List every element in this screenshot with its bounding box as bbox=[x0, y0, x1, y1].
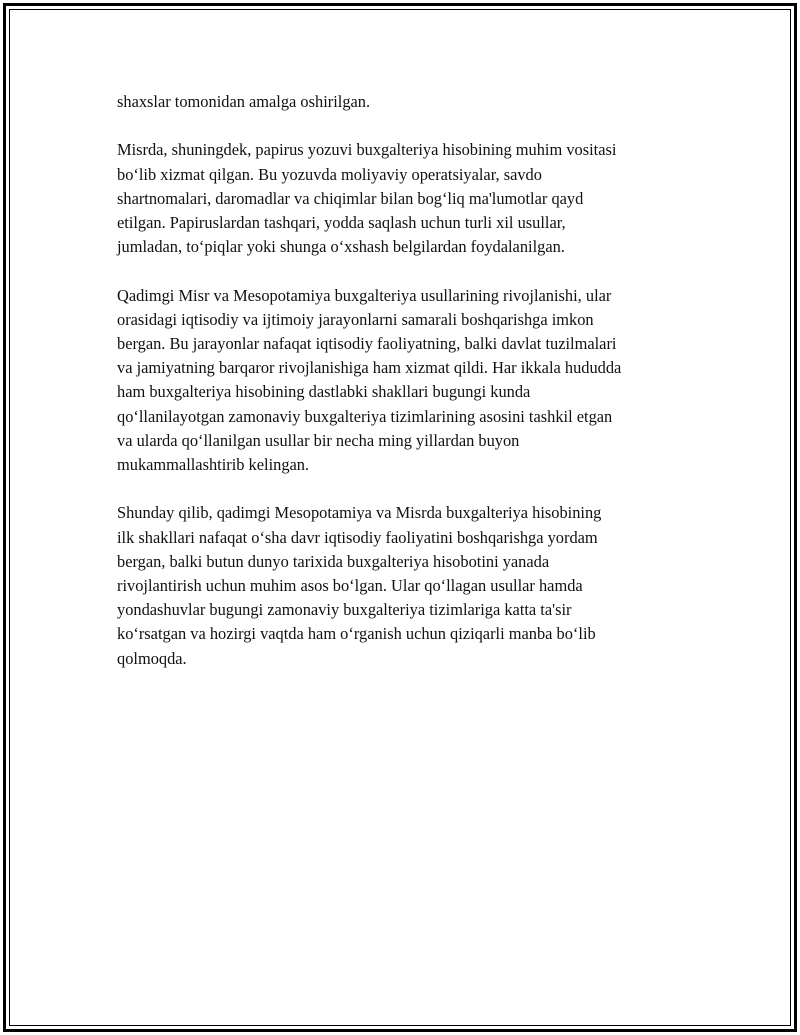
document-body bbox=[117, 90, 697, 695]
text-line: Shunday qilib, qadimgi Mesopotamiya va Misrda buxgalteriya hisobining bbox=[117, 503, 602, 523]
text-line: orasidagi iqtisodiy va ijtimoiy jarayonlarni samarali boshqarishga imkon bbox=[117, 309, 594, 329]
text-line: etilgan. Papiruslardan tashqari, yodda saqlash uchun turli xil usullar, bbox=[117, 213, 566, 232]
paragraph-4 bbox=[117, 501, 697, 670]
text-line: va jamiyatning barqaror rivojlanishiga ham xizmat qildi. Har ikkala hududda bbox=[117, 358, 622, 378]
text-line: qolmoqda. bbox=[117, 648, 187, 668]
text-line: bo‘lib xizmat qilgan. Bu yozuvda moliyaviy operatsiyalar, savdo bbox=[117, 164, 542, 184]
paragraph-2 bbox=[117, 138, 697, 259]
paragraph-1 bbox=[117, 90, 697, 114]
text-line: ilk shakllari nafaqat o‘sha davr iqtisodiy faoliyatini boshqarishga yordam bbox=[117, 527, 598, 547]
text-line: mukammallashtirib kelingan. bbox=[117, 455, 310, 475]
text-line: jumladan, to‘piqlar yoki shunga o‘xshash belgilardan foydalanilgan. bbox=[117, 237, 565, 257]
text-line: bergan. Bu jarayonlar nafaqat iqtisodiy faoliyatning, balki davlat tuzilmalari bbox=[117, 334, 617, 353]
text-line: shartnomalari, daromadlar va chiqimlar bilan bog‘liq ma'lumotlar qayd bbox=[117, 188, 584, 208]
text-line: qo‘llanilayotgan zamonaviy buxgalteriya tizimlarining asosini tashkil etgan bbox=[117, 406, 613, 426]
text-line: va ularda qo‘llanilgan usullar bir necha ming yillardan buyon bbox=[117, 430, 520, 450]
text-line: Misrda, shuningdek, papirus yozuvi buxgalteriya hisobining muhim vositasi bbox=[117, 140, 617, 160]
paragraph-3 bbox=[117, 284, 697, 478]
text-line: ko‘rsatgan va hozirgi vaqtda ham o‘rganish uchun qiziqarli manba bo‘lib bbox=[117, 624, 596, 644]
text-line: rivojlantirish uchun muhim asos bo‘lgan. Ular qo‘llagan usullar hamda bbox=[117, 576, 583, 596]
text-line: shaxslar tomonidan amalga oshirilgan. bbox=[117, 92, 371, 111]
text-line: yondashuvlar bugungi zamonaviy buxgalteriya tizimlariga katta ta'sir bbox=[117, 600, 572, 620]
text-line: bergan, balki butun dunyo tarixida buxgalteriya hisobotini yanada bbox=[117, 551, 550, 571]
text-line: Qadimgi Misr va Mesopotamiya buxgalteriya usullarining rivojlanishi, ular bbox=[117, 285, 612, 305]
text-line: ham buxgalteriya hisobining dastlabki shakllari bugungi kunda bbox=[117, 382, 531, 402]
